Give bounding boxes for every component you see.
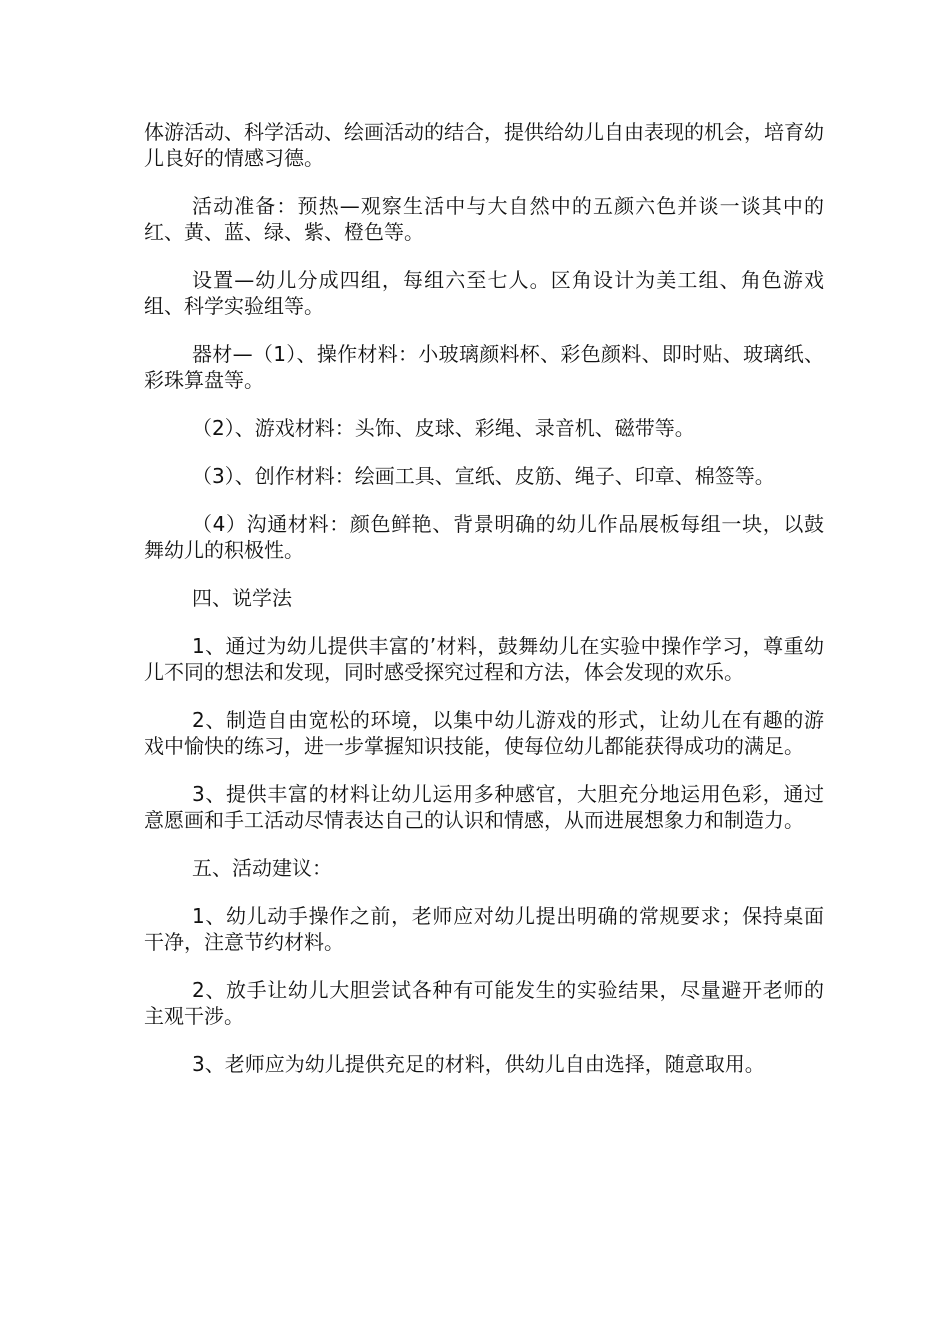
- paragraph-method-1: 1、通过为幼儿提供丰富的’材料，鼓舞幼儿在实验中操作学习，尊重幼儿不同的想法和发现，同时感受探究过程和方法，体会发现的欢乐。: [144, 634, 824, 684]
- paragraph-method-2: 2、制造自由宽松的环境，以集中幼儿游戏的形式，让幼儿在有趣的游戏中愉快的练习，进一步掌握知识技能，使每位幼儿都能获得成功的满足。: [144, 708, 824, 758]
- paragraph-equipment-2: （2）、游戏材料：头饰、皮球、彩绳、录音机、磁带等。: [192, 416, 695, 440]
- document-body: [144, 119, 824, 1099]
- paragraph-equipment-4: （4）沟通材料：颜色鲜艳、背景明确的幼儿作品展板每组一块，以鼓舞幼儿的积极性。: [144, 512, 824, 562]
- paragraph-equipment-3: （3）、创作材料：绘画工具、宣纸、皮筋、绳子、印章、棉签等。: [192, 464, 775, 488]
- paragraph-activity-preparation: 活动准备：预热—观察生活中与大自然中的五颜六色并谈一谈其中的红、黄、蓝、绿、紫、橙色等。: [144, 194, 824, 244]
- paragraph-equipment-1: 器材—（1）、操作材料：小玻璃颜料杯、彩色颜料、即时贴、玻璃纸、彩珠算盘等。: [144, 342, 824, 392]
- paragraph-continuation: 体游活动、科学活动、绘画活动的结合，提供给幼儿自由表现的机会，培育幼儿良好的情感习德。: [144, 120, 824, 170]
- paragraph-method-3: 3、提供丰富的材料让幼儿运用多种感官，大胆充分地运用色彩，通过意愿画和手工活动尽情表达自己的认识和情感，从而进展想象力和制造力。: [144, 782, 824, 832]
- section-heading-learning-method: 四、说学法: [192, 586, 292, 610]
- paragraph-suggestion-2: 2、放手让幼儿大胆尝试各种有可能发生的实验结果，尽量避开老师的主观干涉。: [144, 978, 824, 1028]
- paragraph-setup: 设置—幼儿分成四组，每组六至七人。区角设计为美工组、角色游戏组、科学实验组等。: [144, 268, 824, 318]
- section-heading-suggestions: 五、活动建议：: [192, 856, 332, 880]
- paragraph-suggestion-1: 1、幼儿动手操作之前，老师应对幼儿提出明确的常规要求；保持桌面干净，注意节约材料。: [144, 904, 824, 954]
- paragraph-suggestion-3: 3、老师应为幼儿提供充足的材料，供幼儿自由选择，随意取用。: [192, 1052, 765, 1076]
